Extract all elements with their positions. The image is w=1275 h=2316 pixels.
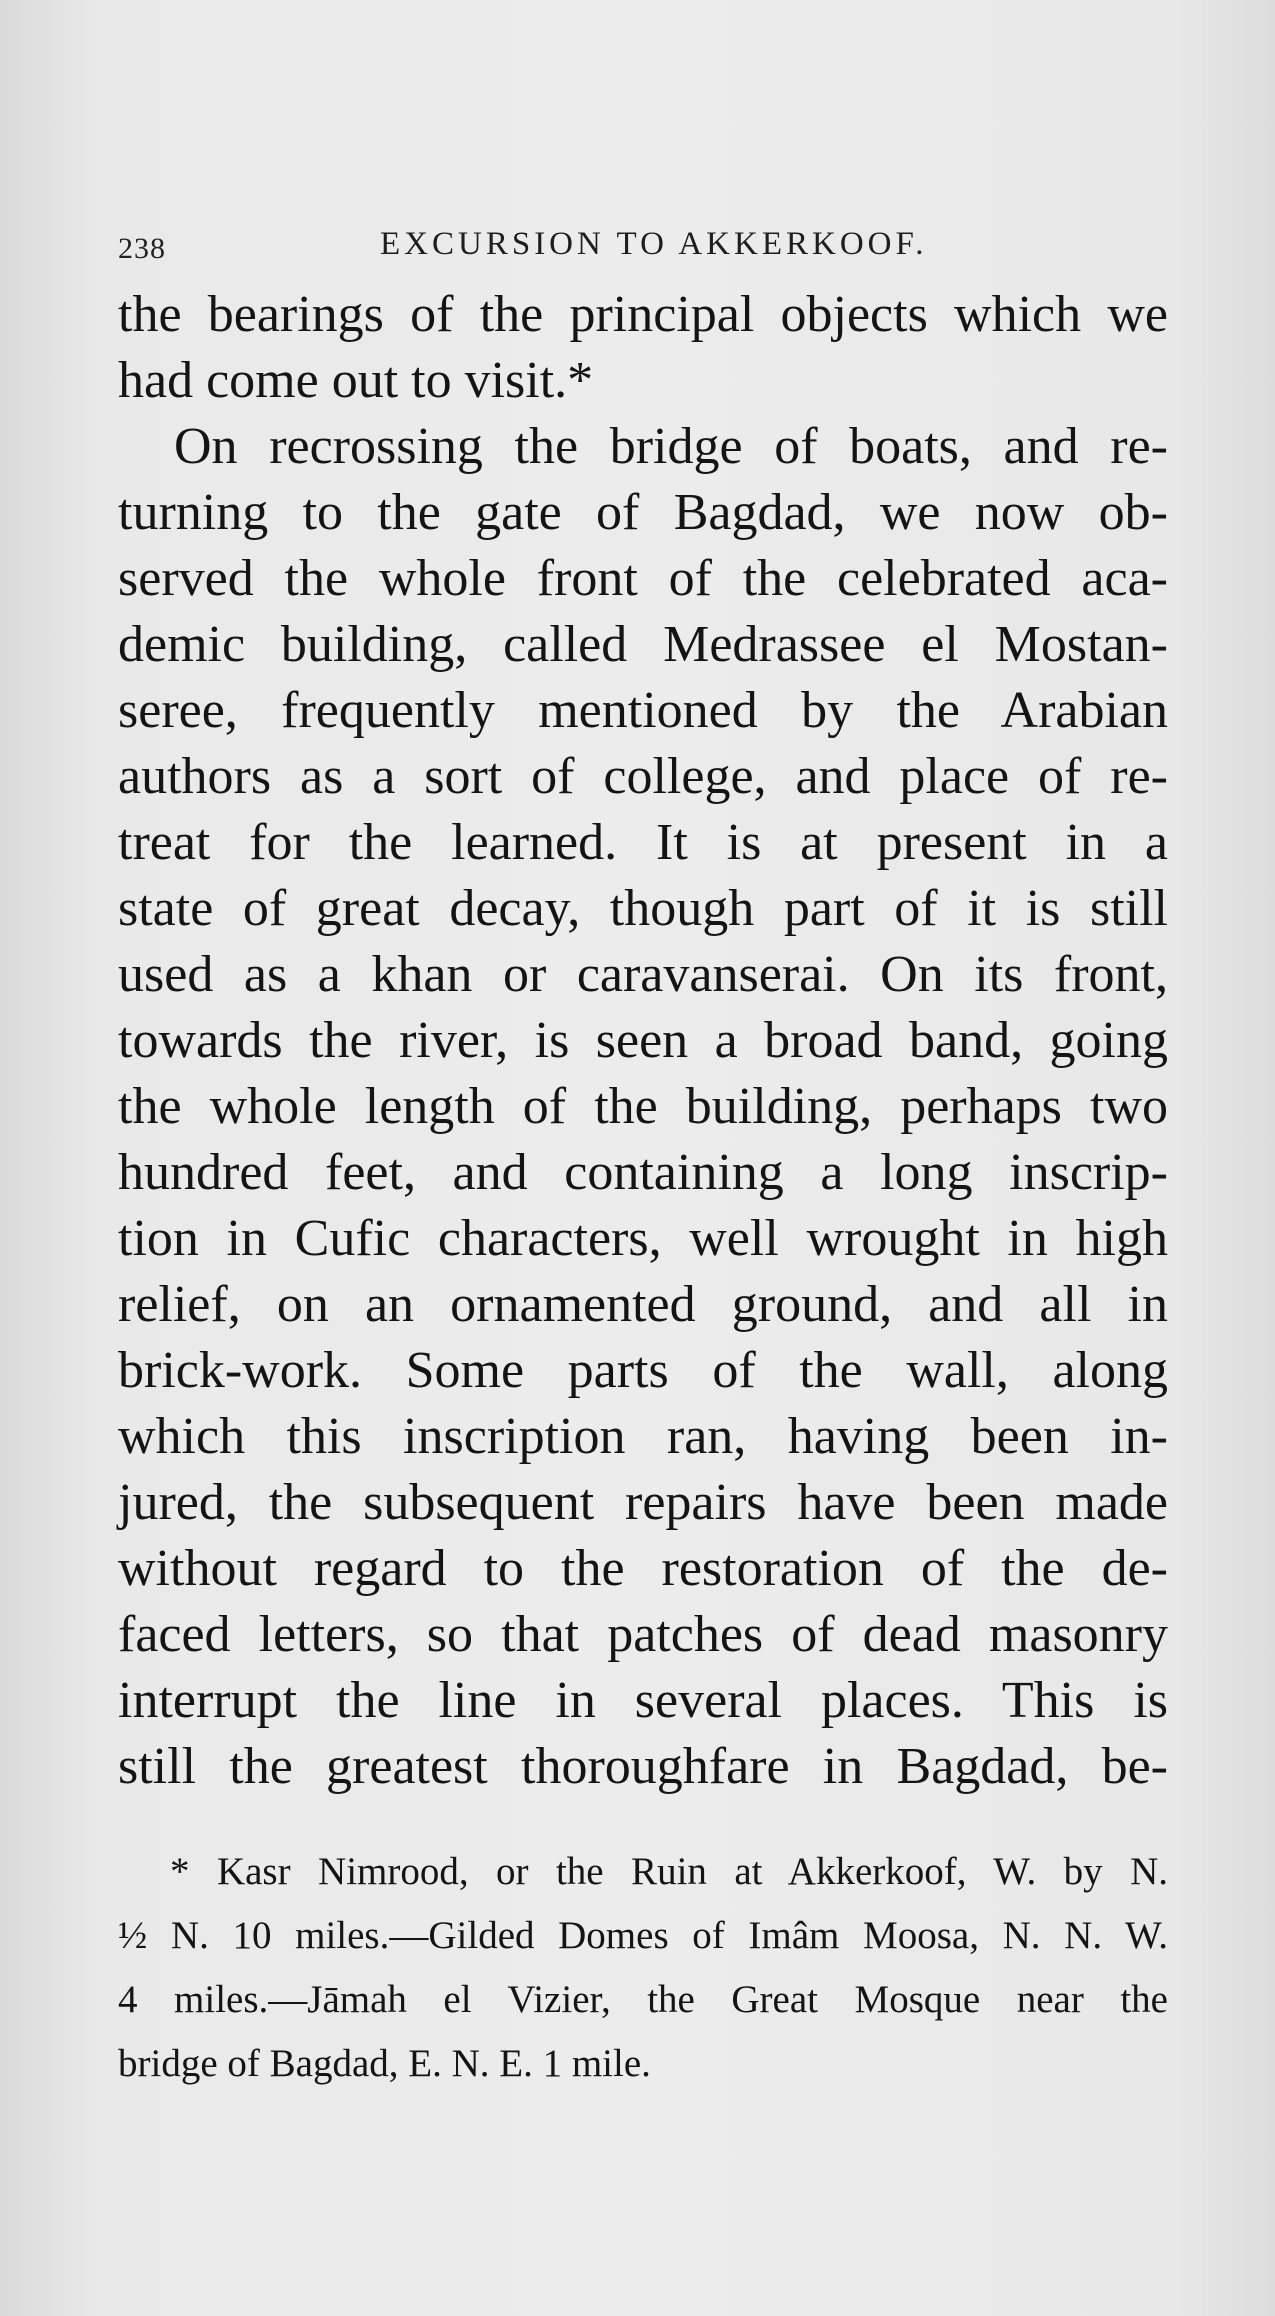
page-number: 238 (118, 232, 166, 265)
text-line: On recrossing the bridge of boats, and re- (174, 418, 1168, 475)
text-line: the bearings of the principal objects which we (118, 286, 1168, 343)
text-line: faced letters, so that patches of dead masonry (118, 1606, 1168, 1663)
text-line: turning to the gate of Bagdad, we now ob- (118, 484, 1168, 541)
text-line: interrupt the line in several places. This is (118, 1672, 1168, 1729)
text-line: state of great decay, though part of it is still (118, 880, 1168, 937)
footnote-line: 4 miles.—Jāmah el Vizier, the Great Mosque near the (118, 1978, 1168, 2021)
text-line: tion in Cufic characters, well wrought in high (118, 1210, 1168, 1267)
text-line: seree, frequently mentioned by the Arabian (118, 682, 1168, 739)
text-line: the whole length of the building, perhaps two (118, 1078, 1168, 1135)
footnote-line: ½ N. 10 miles.—Gilded Domes of Imâm Moosa, N. N. W. (118, 1914, 1168, 1957)
running-head (118, 212, 1168, 272)
text-line: treat for the learned. It is at present in a (118, 814, 1168, 871)
text-line: towards the river, is seen a broad band, going (118, 1012, 1168, 1069)
text-line: had come out to visit.* (118, 352, 594, 409)
text-line: which this inscription ran, having been in- (118, 1408, 1168, 1465)
body-text (118, 282, 1168, 1800)
text-line: jured, the subsequent repairs have been made (118, 1474, 1168, 1531)
text-line: relief, on an ornamented ground, and all in (118, 1276, 1168, 1333)
text-line: served the whole front of the celebrated aca- (118, 550, 1168, 607)
text-line: brick-work. Some parts of the wall, along (118, 1342, 1168, 1399)
text-line: still the greatest thoroughfare in Bagdad, be- (118, 1738, 1168, 1795)
footnote-line: bridge of Bagdad, E. N. E. 1 mile. (118, 2042, 651, 2085)
footnote (118, 1840, 1168, 2096)
running-title: EXCURSION TO AKKERKOOF. (380, 226, 928, 262)
text-line: authors as a sort of college, and place of re- (118, 748, 1168, 805)
text-line: without regard to the restoration of the de- (118, 1540, 1168, 1597)
text-line: hundred feet, and containing a long inscrip- (118, 1144, 1168, 1201)
text-line: used as a khan or caravanserai. On its front, (118, 946, 1168, 1003)
text-line: demic building, called Medrassee el Mostan- (118, 616, 1168, 673)
footnote-line: * Kasr Nimrood, or the Ruin at Akkerkoof, W. by N. (170, 1850, 1168, 1893)
